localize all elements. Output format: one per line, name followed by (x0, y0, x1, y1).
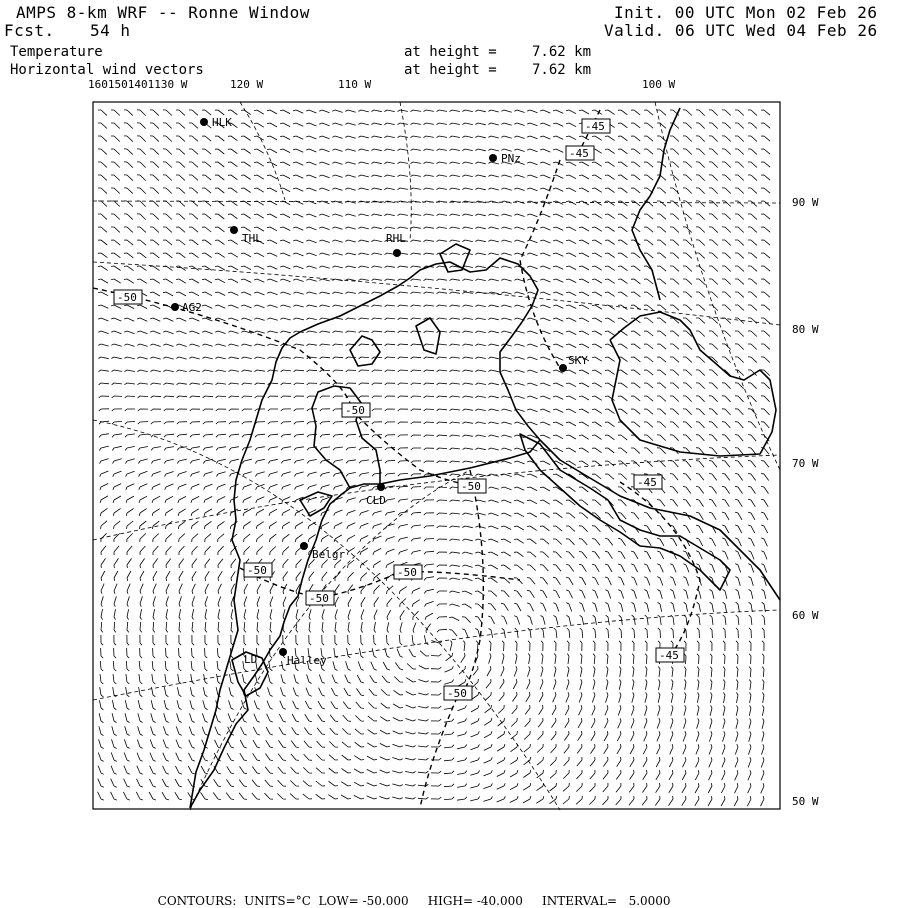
station-label: CLD (366, 494, 386, 507)
station-marker (300, 542, 345, 561)
contour-label-text: -50 (117, 291, 137, 304)
lon-label-90w: 90 W (792, 196, 819, 209)
contour-label (582, 119, 610, 133)
field-height-label: at height = (404, 62, 497, 78)
contour-label-text: -45 (637, 476, 657, 489)
contour-label-text: -45 (585, 120, 605, 133)
station-label: LD (244, 653, 258, 666)
station-label: RHL (386, 232, 406, 245)
station-marker (171, 301, 202, 314)
contour-label (566, 146, 594, 160)
forecast-hours: 54 h (90, 21, 131, 40)
contour-label (394, 565, 422, 579)
contour-label-text: -50 (309, 592, 329, 605)
peninsula-coast (632, 108, 680, 300)
forecast-label: Fcst. (4, 21, 55, 40)
station-label: AG2 (182, 301, 202, 314)
contour-label-text: -50 (247, 564, 267, 577)
island (300, 492, 332, 516)
field-height-label: at height = (404, 44, 497, 60)
interval-value: 5.0000 (628, 894, 671, 908)
graticule (93, 102, 780, 810)
graticule-line (93, 201, 780, 203)
wind-vector-field (98, 110, 771, 806)
map-title: AMPS 8-km WRF -- Ronne Window (16, 3, 310, 22)
island (350, 336, 380, 366)
coastline (190, 108, 780, 808)
valid-time: Valid. 06 UTC Wed 04 Feb 26 (604, 21, 878, 40)
field-height-value: 7.62 km (532, 62, 592, 78)
antarctic-coast (190, 258, 540, 808)
station-label: SKY (568, 354, 588, 367)
island (440, 244, 470, 272)
low-label: LOW= (318, 894, 359, 908)
stations (171, 116, 588, 667)
contour-label (306, 591, 334, 605)
contour-label-text: -45 (569, 147, 589, 160)
isotherm-line (240, 568, 520, 598)
graticule-line (93, 420, 560, 810)
contour-label (634, 475, 662, 489)
contour-label-text: -50 (447, 687, 467, 700)
map-frame (93, 102, 780, 809)
lon-label-120w: 120 W (230, 78, 264, 91)
lon-label-50w: 50 W (792, 795, 819, 808)
contour-legend (150, 880, 671, 908)
station-marker (244, 653, 257, 666)
contour-label (458, 479, 486, 493)
station-marker (279, 648, 327, 667)
island (520, 434, 730, 590)
low-value: -50.000 (362, 894, 409, 908)
lon-label-110w: 110 W (338, 78, 372, 91)
contour-label (656, 648, 684, 662)
lon-label-70w: 70 W (792, 457, 819, 470)
units-label: UNITS= (244, 894, 296, 908)
lon-label-100w: 100 W (642, 78, 676, 91)
graticule-line (400, 102, 411, 240)
contour-label-text: -50 (397, 566, 417, 579)
station-label: PNz (501, 152, 521, 165)
contour-label (114, 290, 142, 304)
contour-label (444, 686, 472, 700)
isotherm-line (520, 160, 560, 368)
isotherm-line (420, 470, 483, 808)
wind-vectors (98, 110, 771, 806)
units-value: °C (295, 894, 311, 908)
station-marker (200, 116, 232, 129)
field-name-temperature: Temperature (10, 44, 103, 60)
contour-label (244, 563, 272, 577)
init-time: Init. 00 UTC Mon 02 Feb 26 (614, 3, 878, 22)
field-name-wind: Horizontal wind vectors (10, 62, 204, 78)
isotherm-line (93, 288, 480, 486)
station-label: THL (242, 232, 262, 245)
interval-label: INTERVAL= (541, 894, 618, 908)
station-label: Halley (287, 654, 327, 667)
field-height-value: 7.62 km (532, 44, 592, 60)
contours-label: CONTOURS: (157, 894, 237, 908)
peninsula-coast (540, 440, 780, 600)
station-marker (559, 354, 588, 372)
high-label: HIGH= (427, 894, 473, 908)
contour-label-text: -50 (461, 480, 481, 493)
lon-label-60w: 60 W (792, 609, 819, 622)
high-value: -40.000 (476, 894, 523, 908)
contour-label-text: -50 (345, 404, 365, 417)
graticule-line (93, 455, 780, 540)
station-label: Belgr (312, 548, 346, 561)
lon-label-cluster: 1601501401130 W (88, 78, 188, 91)
island (416, 318, 440, 354)
lon-label-80w: 80 W (792, 323, 819, 336)
contour-label (342, 403, 370, 417)
station-label: HLK (212, 116, 232, 129)
contour-label-text: -45 (659, 649, 679, 662)
